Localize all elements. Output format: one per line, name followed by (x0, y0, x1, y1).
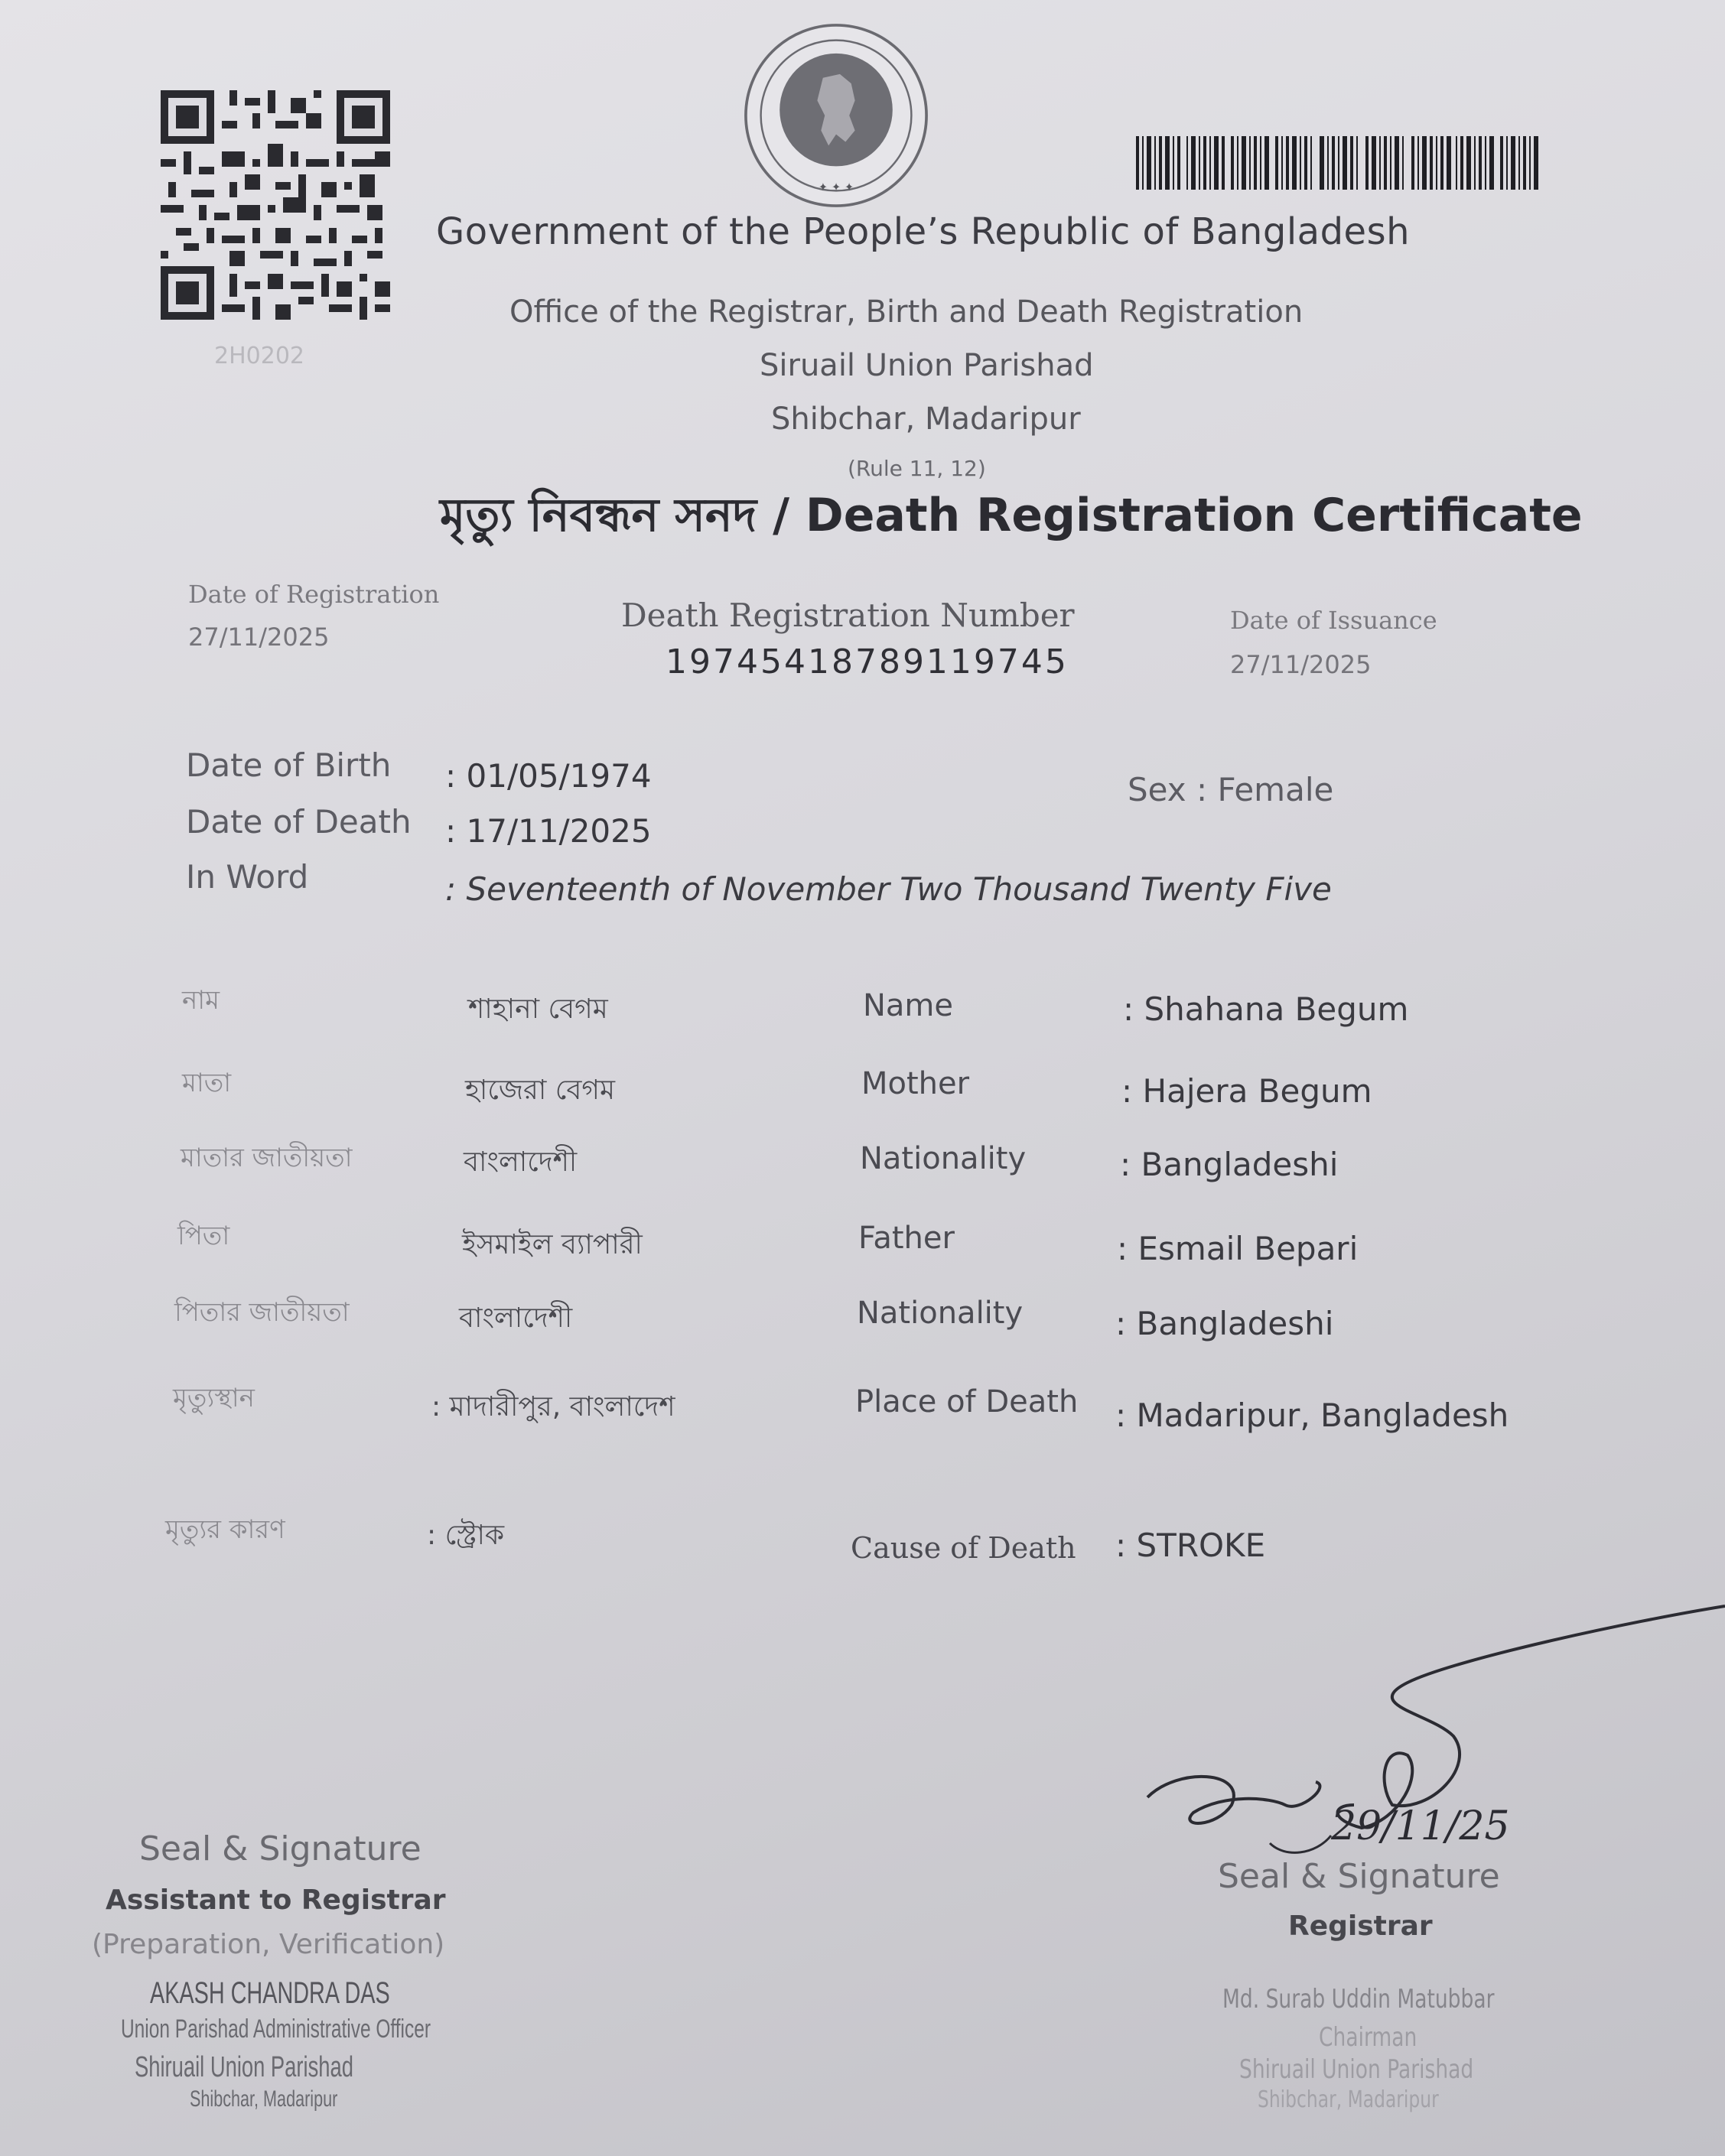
left-seal-title: Seal & Signature (139, 1829, 421, 1868)
registration-number-value: 19745418789119745 (666, 642, 1069, 681)
barcode (1136, 136, 1541, 190)
union-heading: Siruail Union Parishad (760, 348, 1094, 383)
mother-label: Mother (861, 1066, 970, 1101)
in-word-label: In Word (186, 858, 309, 896)
certificate-title-bn: মৃত্যু নিবন্ধন সনদ / (440, 489, 789, 542)
place-of-death-value: : Madaripur, Bangladesh (1115, 1397, 1509, 1434)
place-of-death-label: Place of Death (855, 1384, 1079, 1419)
father-nationality-label: Nationality (857, 1296, 1024, 1331)
mother-nationality-bn-value: বাংলাদেশী (464, 1146, 578, 1178)
father-nationality-bn-label: পিতার জাতীয়তা (174, 1297, 350, 1328)
death-date-value: : 17/11/2025 (445, 812, 652, 850)
assistant-stamp-union: Shiruail Union Parishad (135, 2051, 353, 2083)
registrar-stamp-name: Md. Surab Uddin Matubbar (1222, 1984, 1495, 2015)
office-heading: Office of the Registrar, Birth and Death Registration (509, 294, 1304, 330)
place-of-death-bn-label: মৃত্যুস্থান (173, 1383, 255, 1413)
assistant-subrole: (Preparation, Verification) (92, 1929, 445, 1960)
certificate-title-en: Death Registration Certificate (805, 489, 1583, 542)
assistant-stamp-designation: Union Parishad Administrative Officer (121, 2015, 431, 2044)
issuance-date-value: 27/11/2025 (1230, 650, 1372, 679)
assistant-stamp-name: AKASH CHANDRA DAS (150, 1976, 390, 2010)
name-label: Name (863, 988, 954, 1023)
registrar-stamp-union: Shiruail Union Parishad (1239, 2054, 1474, 2085)
birth-date-label: Date of Birth (186, 746, 392, 784)
father-value: : Esmail Bepari (1117, 1230, 1359, 1267)
registrar-stamp-designation: Chairman (1319, 2022, 1417, 2053)
right-seal-title: Seal & Signature (1218, 1857, 1500, 1896)
mother-nationality-value: : Bangladeshi (1120, 1146, 1339, 1183)
svg-text:✦ ✦ ✦: ✦ ✦ ✦ (818, 180, 854, 194)
name-value: : Shahana Begum (1123, 990, 1409, 1028)
registrar-signature-date: 29/11/25 (1331, 1803, 1510, 1849)
cause-value: : STROKE (1115, 1527, 1266, 1564)
registration-number-label: Death Registration Number (621, 597, 1075, 634)
in-word-value: : Seventeenth of November Two Thousand Twenty Five (445, 870, 1332, 908)
mother-nationality-label: Nationality (860, 1141, 1027, 1176)
registration-date-label: Date of Registration (188, 580, 440, 609)
death-date-label: Date of Death (186, 803, 412, 841)
father-label: Father (858, 1221, 955, 1256)
mother-value: : Hajera Begum (1121, 1072, 1372, 1110)
father-nationality-bn-value: বাংলাদেশী (459, 1302, 573, 1334)
registration-date-value: 27/11/2025 (188, 623, 330, 652)
place-of-death-bn-value: : মাদারীপুর, বাংলাদেশ (431, 1391, 675, 1423)
mother-bn-label: মাতা (182, 1068, 232, 1098)
father-bn-label: পিতা (177, 1221, 230, 1251)
certificate-title (440, 480, 1583, 557)
qr-code (161, 90, 390, 320)
cause-bn-value: : স্ট্রোক (427, 1520, 505, 1551)
assistant-role: Assistant to Registrar (106, 1884, 446, 1916)
assistant-stamp-location: Shibchar, Madaripur (190, 2086, 338, 2112)
government-heading: Government of the People’s Republic of Bangladesh (436, 210, 1410, 253)
rule-reference: (Rule 11, 12) (848, 456, 986, 481)
cause-bn-label: মৃত্যুর কারণ (165, 1514, 285, 1545)
sex-field: Sex : Female (1128, 771, 1334, 808)
name-bn-label: নাম (182, 985, 220, 1016)
issuance-date-label: Date of Issuance (1230, 606, 1437, 635)
mother-bn-value: হাজেরা বেগম (465, 1075, 615, 1106)
registrar-role: Registrar (1288, 1910, 1433, 1942)
mother-nationality-bn-label: মাতার জাতীয়তা (181, 1143, 353, 1173)
qr-caption: 2H0202 (214, 343, 304, 369)
cause-label: Cause of Death (851, 1531, 1076, 1565)
name-bn-value: শাহানা বেগম (468, 993, 608, 1025)
registrar-stamp-location: Shibchar, Madaripur (1258, 2086, 1439, 2113)
location-heading: Shibchar, Madaripur (771, 402, 1081, 437)
father-bn-value: ইসমাইল ব্যাপারী (462, 1229, 643, 1260)
father-nationality-value: : Bangladeshi (1115, 1305, 1334, 1342)
birth-date-value: : 01/05/1974 (445, 757, 652, 795)
government-seal (742, 21, 930, 210)
